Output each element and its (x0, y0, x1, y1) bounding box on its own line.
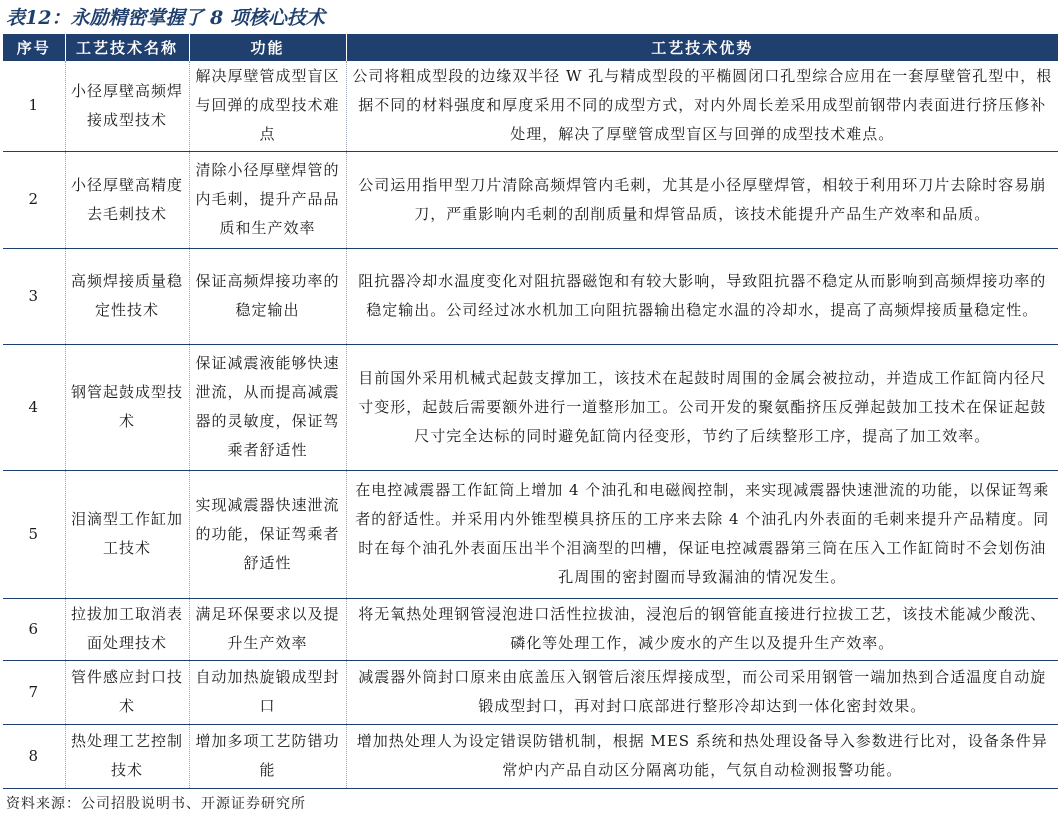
advantage-cell: 减震器外筒封口原来由底盖压入钢管后滚压焊接成型，而公司采用钢管一端加热到合适温度自动旋锻成型封口，再对封口底部进行整形冷却达到一体化密封效果。 (346, 660, 1058, 724)
table-row (3, 61, 1058, 151)
function-cell: 保证减震液能够快速泄流，从而提高减震器的灵敏度，保证驾乘者舒适性 (189, 344, 346, 470)
function-cell: 实现减震器快速泄流的功能，保证驾乘者舒适性 (189, 470, 346, 598)
advantage-cell: 在电控减震器工作缸筒上增加 4 个油孔和电磁阀控制，来实现减震器快速泄流的功能，以保证驾乘者的舒适性。并采用内外锥型模具挤压的工序来去除 4 个油孔内外表面的毛刺来提升产品精度。同时在每个油孔外表面压出半个泪滴型的凹槽，保证电控减震器第三筒在压入工作缸筒时不会划伤油孔周围的密封圈而导致漏油的情况发生。 (346, 470, 1058, 598)
advantage-cell: 公司将粗成型段的边缘双半径 W 孔与精成型段的平椭圆闭口孔型综合应用在一套厚壁管孔型中，根据不同的材料强度和厚度采用不同的成型方式，对内外周长差采用成型前钢带内表面进行挤压修补处理，解决了厚壁管成型盲区与回弹的成型技术难点。 (346, 61, 1058, 151)
row-number: 6 (3, 598, 65, 660)
advantage-cell: 公司运用指甲型刀片清除高频焊管内毛刺，尤其是小径厚壁焊管，相较于利用环刀片去除时容易崩刀，严重影响内毛刺的刮削质量和焊管品质，该技术能提升产品生产效率和品质。 (346, 151, 1058, 248)
tech-name-cell: 泪滴型工作缸加工技术 (65, 470, 189, 598)
function-cell: 增加多项工艺防错功能 (189, 724, 346, 788)
row-number: 5 (3, 470, 65, 598)
advantage-cell: 阻抗器冷却水温度变化对阻抗器磁饱和有较大影响，导致阻抗器不稳定从而影响到高频焊接功率的稳定输出。公司经过冰水机加工向阻抗器输出稳定水温的冷却水，提高了高频焊接质量稳定性。 (346, 248, 1058, 344)
row-number: 8 (3, 724, 65, 788)
table-row (3, 598, 1058, 660)
table-row (3, 724, 1058, 788)
row-number: 7 (3, 660, 65, 724)
table-row (3, 470, 1058, 598)
function-cell: 自动加热旋锻成型封口 (189, 660, 346, 724)
row-number: 3 (3, 248, 65, 344)
header-function: 功能 (189, 34, 346, 61)
tech-name-cell: 小径厚壁高频焊接成型技术 (65, 61, 189, 151)
advantage-cell: 目前国外采用机械式起鼓支撑加工，该技术在起鼓时周围的金属会被拉动，并造成工作缸筒内径尺寸变形，起鼓后需要额外进行一道整形加工。公司开发的聚氨酯挤压反弹起鼓加工技术在保证起鼓尺寸完全达标的同时避免缸筒内径变形，节约了后续整形工序，提高了加工效率。 (346, 344, 1058, 470)
tech-name-cell: 拉拔加工取消表面处理技术 (65, 598, 189, 660)
header-no: 序号 (3, 34, 65, 61)
core-technology-table (3, 34, 1058, 789)
header-tech-name: 工艺技术名称 (65, 34, 189, 61)
advantage-cell: 将无氧热处理钢管浸泡进口活性拉拔油，浸泡后的钢管能直接进行拉拔工艺，该技术能减少酸洗、磷化等处理工作，减少废水的产生以及提升生产效率。 (346, 598, 1058, 660)
function-cell: 解决厚壁管成型盲区与回弹的成型技术难点 (189, 61, 346, 151)
function-cell: 清除小径厚壁焊管的内毛刺，提升产品品质和生产效率 (189, 151, 346, 248)
table-header-row (3, 34, 1058, 61)
table-row (3, 344, 1058, 470)
function-cell: 满足环保要求以及提升生产效率 (189, 598, 346, 660)
function-cell: 保证高频焊接功率的稳定输出 (189, 248, 346, 344)
tech-name-cell: 小径厚壁高精度去毛刺技术 (65, 151, 189, 248)
tech-name-cell: 钢管起鼓成型技术 (65, 344, 189, 470)
tech-name-cell: 热处理工艺控制技术 (65, 724, 189, 788)
table-row (3, 151, 1058, 248)
table-row (3, 660, 1058, 724)
table-row (3, 248, 1058, 344)
tech-name-cell: 管件感应封口技术 (65, 660, 189, 724)
row-number: 2 (3, 151, 65, 248)
advantage-cell: 增加热处理人为设定错误防错机制，根据 MES 系统和热处理设备导入参数进行比对，设备条件异常炉内产品自动区分隔离功能，气氛自动检测报警功能。 (346, 724, 1058, 788)
source-note: 资料来源：公司招股说明书、开源证券研究所 (6, 796, 306, 812)
table-caption: 表12：永励精密掌握了 8 项核心技术 (6, 7, 325, 29)
header-advantage: 工艺技术优势 (346, 34, 1058, 61)
tech-name-cell: 高频焊接质量稳定性技术 (65, 248, 189, 344)
row-number: 4 (3, 344, 65, 470)
row-number: 1 (3, 61, 65, 151)
